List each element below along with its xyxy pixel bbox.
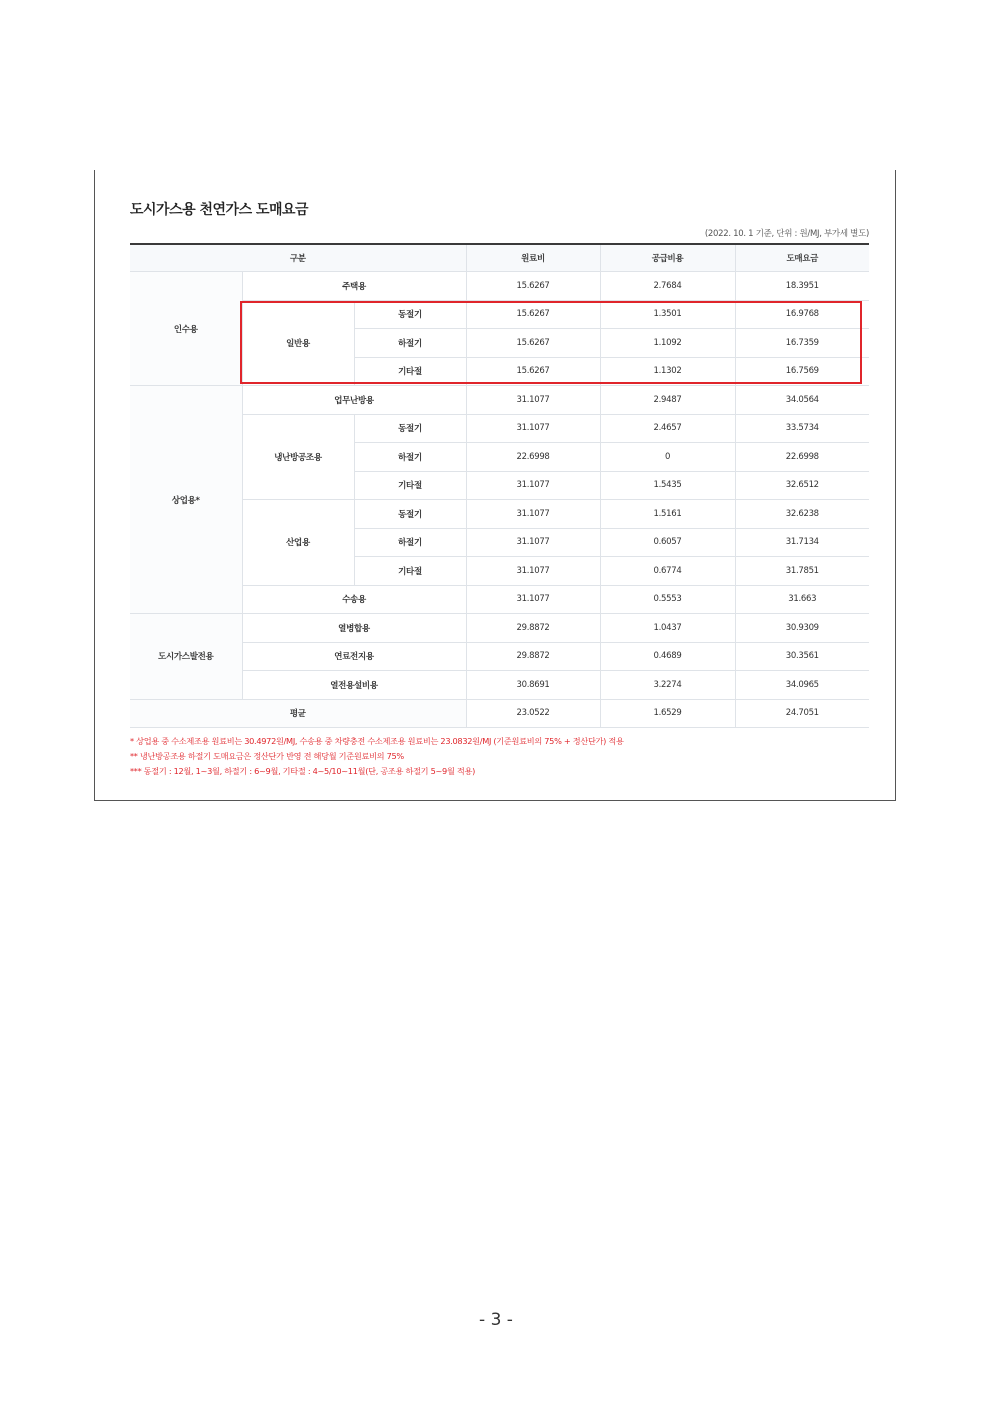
row-label: 하절기 (354, 443, 466, 472)
group-residential: 인수용 (130, 272, 242, 386)
raw-cell: 23.0522 (466, 699, 600, 728)
row-label: 기타절 (354, 471, 466, 500)
group-power: 도시가스발전용 (130, 614, 242, 700)
header-raw: 원료비 (466, 244, 600, 272)
supply-cell: 2.4657 (600, 414, 735, 443)
wholesale-cell: 34.0965 (735, 671, 869, 700)
raw-cell: 31.1077 (466, 471, 600, 500)
page-number: - 3 - (479, 1310, 513, 1330)
wholesale-cell: 22.6998 (735, 443, 869, 472)
supply-cell: 2.9487 (600, 386, 735, 415)
wholesale-cell: 30.9309 (735, 614, 869, 643)
wholesale-cell: 31.663 (735, 585, 869, 614)
group-commercial: 상업용* (130, 386, 242, 614)
supply-cell: 0.6057 (600, 528, 735, 557)
wholesale-cell: 34.0564 (735, 386, 869, 415)
raw-cell: 15.6267 (466, 272, 600, 301)
wholesale-cell: 30.3561 (735, 642, 869, 671)
row-label: 수송용 (242, 585, 466, 614)
supply-cell: 1.3501 (600, 300, 735, 329)
table-row-average (130, 699, 869, 728)
supply-cell: 0.4689 (600, 642, 735, 671)
header-category: 구분 (130, 244, 466, 272)
raw-cell: 15.6267 (466, 300, 600, 329)
wholesale-cell: 31.7851 (735, 557, 869, 586)
footnote-2: ** 냉난방공조용 하절기 도매요금은 정산단가 반영 전 해당월 기준원료비의 75% (130, 751, 404, 761)
raw-cell: 31.1077 (466, 557, 600, 586)
row-label: 열병합용 (242, 614, 466, 643)
average-label: 평균 (130, 699, 466, 728)
header-wholesale: 도매요금 (735, 244, 869, 272)
raw-cell: 29.8872 (466, 642, 600, 671)
raw-cell: 15.6267 (466, 357, 600, 386)
wholesale-cell: 32.6238 (735, 500, 869, 529)
wholesale-cell: 31.7134 (735, 528, 869, 557)
row-label: 기타절 (354, 357, 466, 386)
supply-cell: 2.7684 (600, 272, 735, 301)
wholesale-cell: 18.3951 (735, 272, 869, 301)
raw-cell: 31.1077 (466, 414, 600, 443)
supply-cell: 1.1092 (600, 329, 735, 358)
wholesale-cell: 16.7359 (735, 329, 869, 358)
raw-cell: 31.1077 (466, 528, 600, 557)
supply-cell: 1.5435 (600, 471, 735, 500)
raw-cell: 31.1077 (466, 386, 600, 415)
raw-cell: 31.1077 (466, 585, 600, 614)
supply-cell: 1.5161 (600, 500, 735, 529)
row-label: 기타절 (354, 557, 466, 586)
row-label: 동절기 (354, 300, 466, 329)
supply-cell: 1.6529 (600, 699, 735, 728)
footnote-3: *** 동절기 : 12월, 1~3월, 하절기 : 6~9월, 기타절 : 4~5/10~11월(단, 공조용 하절기 5~9월 적용) (130, 766, 475, 776)
wholesale-cell: 33.5734 (735, 414, 869, 443)
supply-cell: 1.1302 (600, 357, 735, 386)
row-label: 업무난방용 (242, 386, 466, 415)
unit-note: (2022. 10. 1 기준, 단위 : 원/MJ, 부가세 별도) (704, 229, 869, 239)
row-label: 동절기 (354, 414, 466, 443)
wholesale-cell: 32.6512 (735, 471, 869, 500)
table-row (130, 386, 869, 415)
wholesale-cell: 24.7051 (735, 699, 869, 728)
wholesale-cell: 16.9768 (735, 300, 869, 329)
supply-cell: 1.0437 (600, 614, 735, 643)
row-label: 하절기 (354, 329, 466, 358)
supply-cell: 0 (600, 443, 735, 472)
page-title: 도시가스용 천연가스 도매요금 (130, 202, 309, 218)
header-supply: 공급비용 (600, 244, 735, 272)
footnotes (130, 734, 624, 779)
subgroup-general: 일반용 (242, 300, 354, 386)
footnote-1: * 상업용 중 수소제조용 원료비는 30.4972원/MJ, 수송용 중 차량충전 수소제조용 원료비는 23.0832원/MJ (기준원료비의 75% + 정산단가) 적용 (130, 736, 624, 746)
row-label: 열전용설비용 (242, 671, 466, 700)
subgroup-cooling: 냉난방공조용 (242, 414, 354, 500)
table-header-row (130, 244, 869, 272)
supply-cell: 0.6774 (600, 557, 735, 586)
row-label: 하절기 (354, 528, 466, 557)
rate-table (130, 243, 869, 728)
raw-cell: 31.1077 (466, 500, 600, 529)
subgroup-industrial: 산업용 (242, 500, 354, 586)
raw-cell: 29.8872 (466, 614, 600, 643)
row-label: 연료전지용 (242, 642, 466, 671)
table-row (130, 272, 869, 301)
table-row (130, 614, 869, 643)
raw-cell: 15.6267 (466, 329, 600, 358)
wholesale-cell: 16.7569 (735, 357, 869, 386)
row-label: 주택용 (242, 272, 466, 301)
row-label: 동절기 (354, 500, 466, 529)
supply-cell: 0.5553 (600, 585, 735, 614)
supply-cell: 3.2274 (600, 671, 735, 700)
raw-cell: 30.8691 (466, 671, 600, 700)
raw-cell: 22.6998 (466, 443, 600, 472)
